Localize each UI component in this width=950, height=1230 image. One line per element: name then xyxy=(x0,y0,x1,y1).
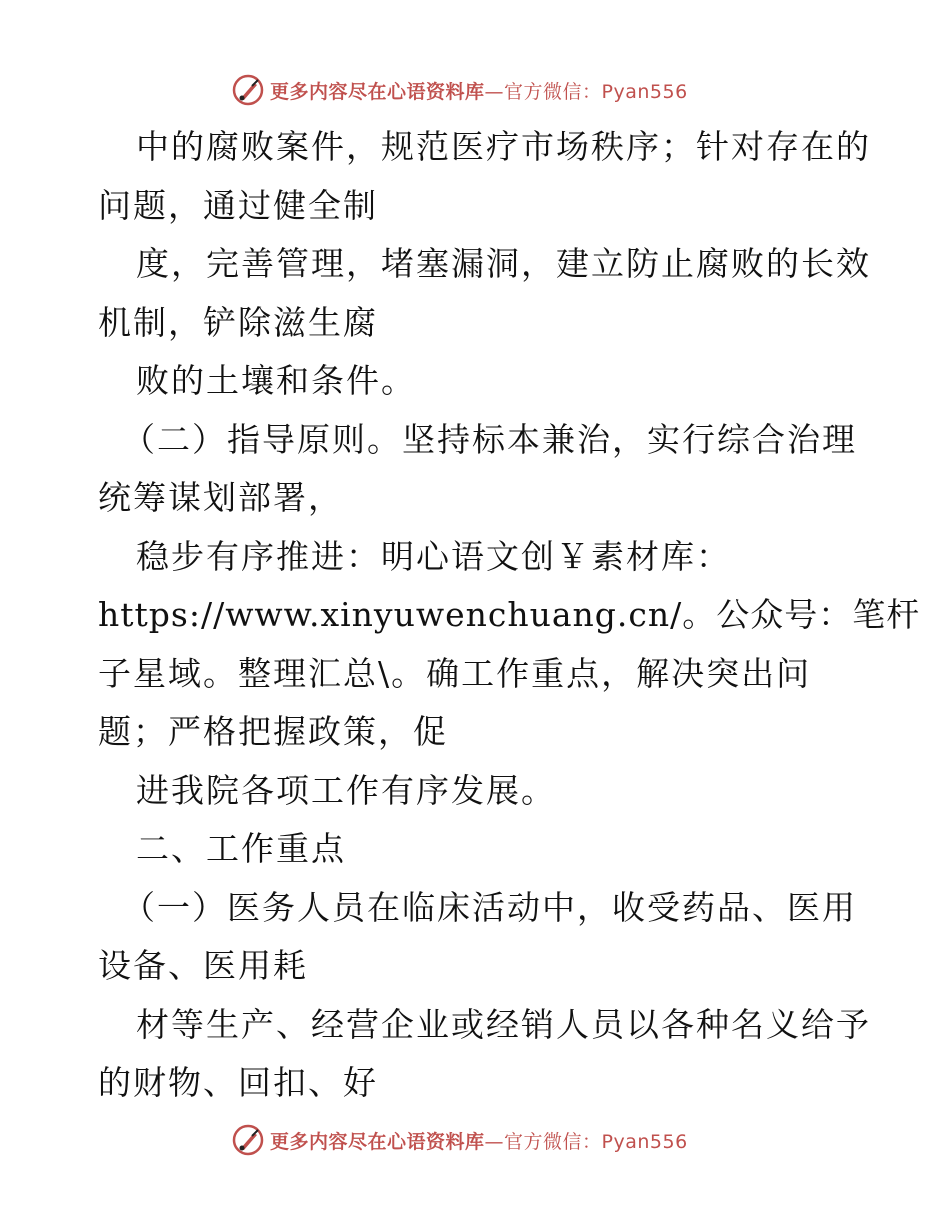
watermark-wechat-id: Pyan556 xyxy=(601,80,688,103)
watermark-brand: 更多内容尽在心语资料库 xyxy=(270,1130,485,1153)
text-line: 的财物、回扣、好 xyxy=(98,1063,378,1102)
text-line: 统筹谋划部署， xyxy=(98,478,343,517)
watermark-dash: — xyxy=(484,80,505,103)
text-line: 度，完善管理，堵塞漏洞，建立防止腐败的长效 xyxy=(136,244,871,283)
text-line: （一）医务人员在临床活动中，收受药品、医用 xyxy=(122,887,857,927)
text-line: 设备、医用耗 xyxy=(98,946,308,985)
text-line: 子星域。整理汇总\。确工作重点，解决突出问 xyxy=(98,653,812,693)
text-line: 机制，铲除滋生腐 xyxy=(98,302,378,342)
watermark-brand: 更多内容尽在心语资料库 xyxy=(270,80,485,103)
text-line: 中的腐败案件，规范医疗市场秩序；针对存在的 xyxy=(136,127,871,166)
text-line: 稳步有序推进：明心语文创￥素材库： xyxy=(136,536,731,576)
text-line: 材等生产、经营企业或经销人员以各种名义给予 xyxy=(136,1004,871,1044)
watermark-text xyxy=(270,77,688,104)
text-line: 进我院各项工作有序发展。 xyxy=(136,770,556,810)
quill-logo-icon xyxy=(232,74,264,106)
text-line: 二、工作重点 xyxy=(136,829,346,868)
watermark-wechat-label: 官方微信： xyxy=(504,80,602,103)
watermark-wechat-id: Pyan556 xyxy=(601,1130,688,1153)
document-body xyxy=(98,118,921,1113)
quill-logo-icon xyxy=(232,1124,264,1156)
text-line: https://www.xinyuwenchuang.cn/。公众号：笔杆 xyxy=(98,595,921,634)
watermark-wechat-label: 官方微信： xyxy=(504,1130,602,1153)
text-line: 问题，通过健全制 xyxy=(98,185,378,225)
text-line: 败的土壤和条件。 xyxy=(136,361,416,400)
text-line: （二）指导原则。坚持标本兼治，实行综合治理 xyxy=(122,419,857,459)
text-line: 题；严格把握政策，促 xyxy=(98,712,448,751)
watermark-text xyxy=(270,1127,688,1154)
footer-watermark-banner xyxy=(232,1120,688,1160)
header-watermark-banner xyxy=(232,70,688,110)
watermark-dash: — xyxy=(484,1130,505,1153)
